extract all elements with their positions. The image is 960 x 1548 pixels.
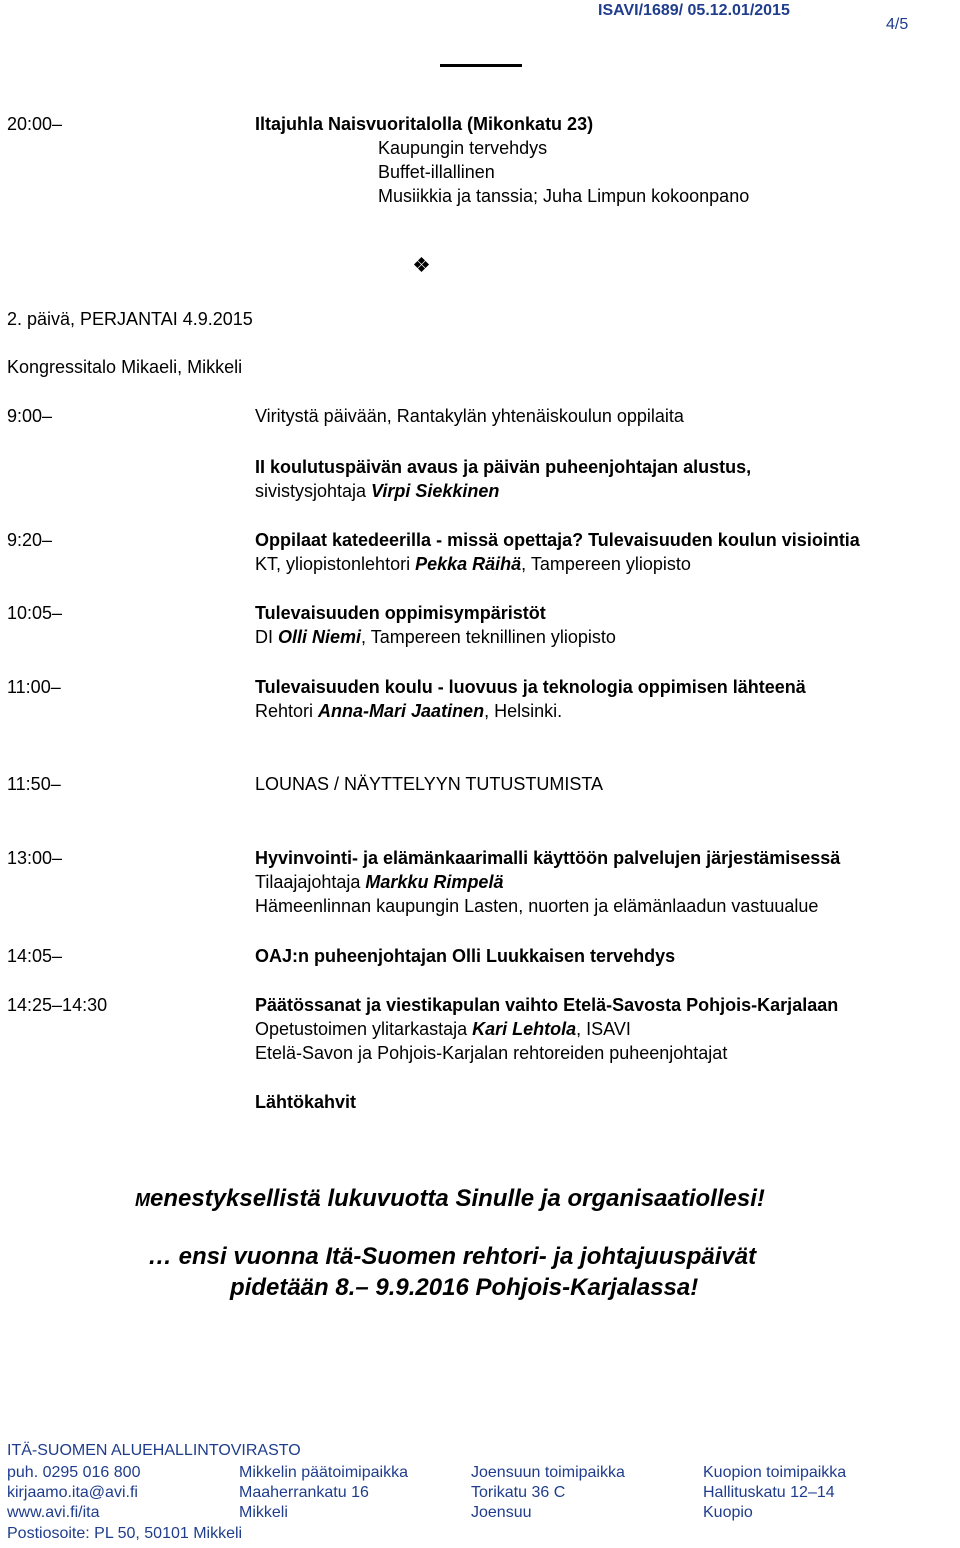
speaker-org: , ISAVI bbox=[576, 1019, 631, 1039]
program-title: II koulutuspäivän avaus ja päivän puheenjohtajan alustus, bbox=[255, 457, 752, 477]
footer-office-city: Joensuu bbox=[471, 1504, 532, 1521]
program-time: 14:05– bbox=[7, 946, 63, 966]
speaker-role: KT, yliopistonlehtori bbox=[255, 554, 416, 574]
program-title: Hyvinvointi- ja elämänkaarimalli käyttöön palvelujen järjestämisessä bbox=[255, 848, 841, 868]
program-time: 9:20– bbox=[7, 530, 53, 550]
program-title: Tulevaisuuden koulu - luovuus ja teknologia oppimisen lähteenä bbox=[255, 677, 806, 697]
program-speaker bbox=[255, 699, 562, 723]
speaker-org: Etelä-Savon ja Pohjois-Karjalan rehtoreiden puheenjohtajat bbox=[255, 1043, 728, 1063]
program-speaker bbox=[255, 625, 616, 649]
footer-office-street: Torikatu 36 C bbox=[471, 1484, 566, 1501]
program-time: 11:00– bbox=[7, 677, 61, 697]
program-speaker bbox=[255, 870, 503, 894]
footer-office-street: Maaherrankatu 16 bbox=[239, 1484, 369, 1501]
closing-text: enestyksellistä lukuvuotta Sinulle ja organisaatiollesi! bbox=[150, 1185, 765, 1212]
day2-venue: Kongressitalo Mikaeli, Mikkeli bbox=[7, 357, 243, 377]
speaker-role: Opetustoimen ylitarkastaja bbox=[255, 1019, 473, 1039]
document-reference: ISAVI/1689/ 05.12.01/2015 bbox=[598, 2, 790, 19]
footer-email-link[interactable]: kirjaamo.ita@avi.fi bbox=[7, 1484, 138, 1501]
footer-office-name: Joensuun toimipaikka bbox=[471, 1464, 625, 1481]
program-item: Viritystä päivään, Rantakylän yhtenäiskoulun oppilaita bbox=[255, 406, 684, 426]
program-title: Päätössanat ja viestikapulan vaihto Etelä-Savosta Pohjois-Karjalaan bbox=[255, 995, 839, 1015]
evening-item: Kaupungin tervehdys bbox=[378, 138, 548, 158]
footer-website-link[interactable]: www.avi.fi/ita bbox=[7, 1504, 100, 1521]
program-speaker bbox=[255, 552, 691, 576]
speaker-name: Pekka Räihä bbox=[415, 554, 522, 574]
program-speaker bbox=[255, 1017, 631, 1041]
evening-item: Buffet-illallinen bbox=[378, 162, 495, 182]
program-time: 11:50– bbox=[7, 774, 61, 794]
evening-time: 20:00– bbox=[7, 114, 63, 134]
program-time: 14:25–14:30 bbox=[7, 995, 108, 1015]
speaker-org: Hämeenlinnan kaupungin Lasten, nuorten ja elämänlaadun vastuualue bbox=[255, 896, 819, 916]
speaker-org: , Tampereen teknillinen yliopisto bbox=[361, 627, 616, 647]
closing-line: … ensi vuonna Itä-Suomen rehtori- ja johtajuuspäivät bbox=[148, 1243, 757, 1270]
program-title: Tulevaisuuden oppimisympäristöt bbox=[255, 603, 546, 623]
closing-item: Lähtökahvit bbox=[255, 1092, 357, 1112]
speaker-role: DI bbox=[255, 627, 279, 647]
footer-office-city: Mikkeli bbox=[239, 1504, 288, 1521]
day2-title: 2. päivä, PERJANTAI 4.9.2015 bbox=[7, 309, 253, 329]
speaker-org: , Helsinki. bbox=[484, 701, 563, 721]
footer-phone: puh. 0295 016 800 bbox=[7, 1464, 141, 1481]
program-item: LOUNAS / NÄYTTELYYN TUTUSTUMISTA bbox=[255, 774, 604, 794]
footer-office-name: Mikkelin päätoimipaikka bbox=[239, 1464, 408, 1481]
header-rule bbox=[440, 64, 522, 67]
footer-office-name: Kuopion toimipaikka bbox=[703, 1464, 847, 1481]
program-time: 13:00– bbox=[7, 848, 63, 868]
program-title: Oppilaat katedeerilla - missä opettaja? Tulevaisuuden koulun visiointia bbox=[255, 530, 860, 550]
speaker-role: sivistysjohtaja bbox=[255, 481, 372, 501]
speaker-org: , Tampereen yliopisto bbox=[521, 554, 691, 574]
program-time: 10:05– bbox=[7, 603, 63, 623]
closing-line: pidetään 8.– 9.9.2016 Pohjois-Karjalassa! bbox=[230, 1274, 699, 1301]
evening-item: Musiikkia ja tanssia; Juha Limpun kokoonpano bbox=[378, 186, 750, 206]
closing-initial: M bbox=[135, 1190, 150, 1210]
speaker-name: Virpi Siekkinen bbox=[371, 481, 500, 501]
speaker-role: Rehtori bbox=[255, 701, 319, 721]
evening-title: Iltajuhla Naisvuoritalolla (Mikonkatu 23) bbox=[255, 114, 594, 134]
closing-line bbox=[135, 1185, 765, 1213]
footer-postal-address: Postiosoite: PL 50, 50101 Mikkeli bbox=[7, 1525, 243, 1542]
speaker-name: Anna-Mari Jaatinen bbox=[318, 701, 485, 721]
speaker-role: Tilaajajohtaja bbox=[255, 872, 366, 892]
speaker-name: Kari Lehtola bbox=[472, 1019, 577, 1039]
footer-office-street: Hallituskatu 12–14 bbox=[703, 1484, 835, 1501]
page-number: 4/5 bbox=[886, 16, 909, 33]
footer-org: ITÄ-SUOMEN ALUEHALLINTOVIRASTO bbox=[7, 1442, 301, 1459]
program-speaker bbox=[255, 479, 499, 503]
footer-office-city: Kuopio bbox=[703, 1504, 753, 1521]
program-title: OAJ:n puheenjohtajan Olli Luukkaisen tervehdys bbox=[255, 946, 676, 966]
four-diamond-bullet-icon bbox=[415, 258, 429, 272]
speaker-name: Olli Niemi bbox=[278, 627, 362, 647]
program-time: 9:00– bbox=[7, 406, 53, 426]
speaker-name: Markku Rimpelä bbox=[365, 872, 504, 892]
